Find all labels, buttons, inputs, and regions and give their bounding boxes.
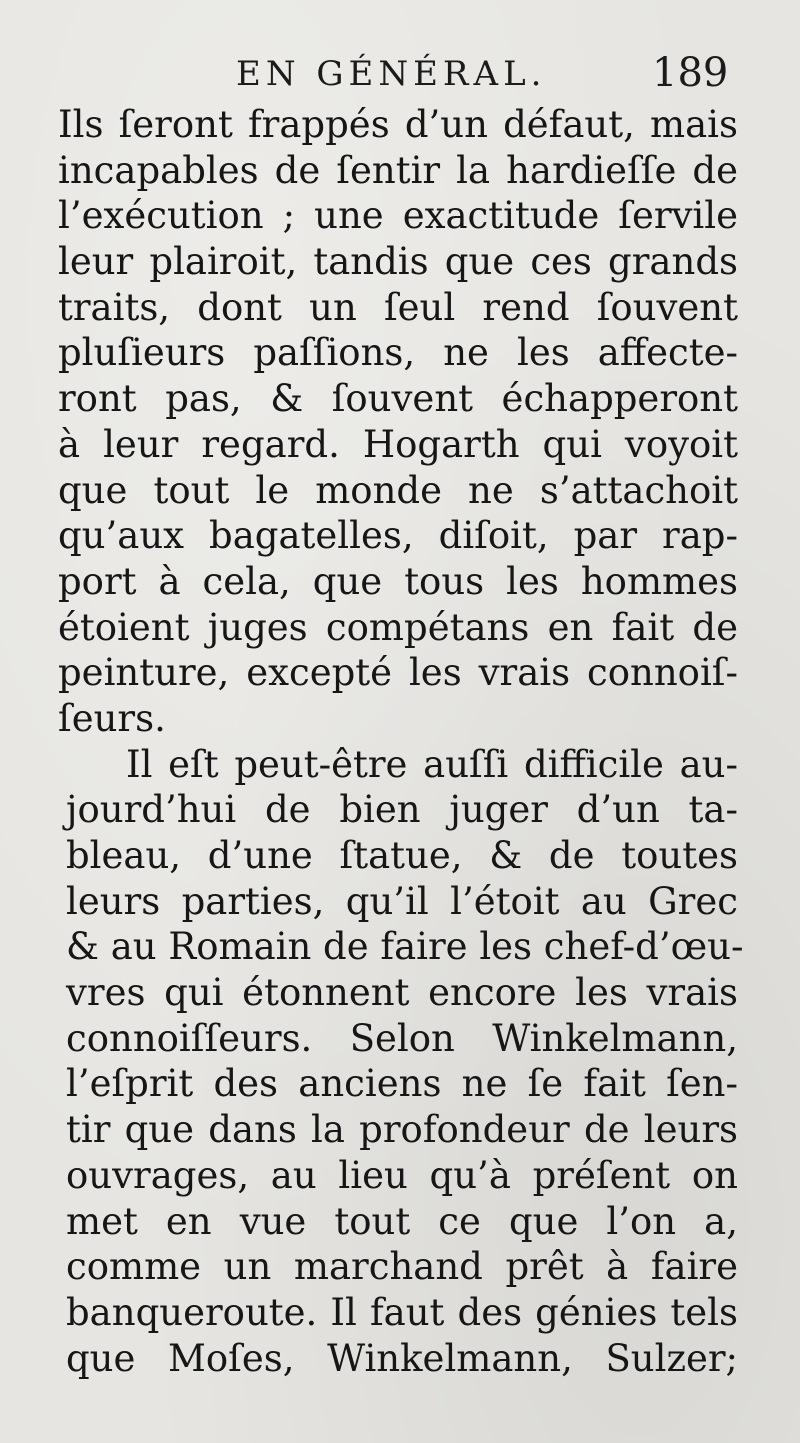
text-line: que Moſes, Winkelmann, Sulzer; [66, 1336, 738, 1380]
text-line: étoient juges compétans en fait de [58, 605, 738, 649]
page-header [0, 50, 800, 106]
text-line: vres qui étonnent encore les vrais [66, 971, 738, 1015]
text-line: port à cela, que tous les hommes [58, 559, 738, 603]
text-line: que tout le monde ne s’attachoit [58, 468, 738, 512]
text-line: comme un marchand prêt à faire [66, 1245, 738, 1289]
text-line: connoiſſeurs. Selon Winkelmann, [66, 1016, 738, 1060]
text-line: ront pas, & ſouvent échapperont [58, 377, 738, 421]
text-line: met en vue tout ce que l’on a, [66, 1199, 738, 1243]
paragraph-1 [58, 102, 738, 742]
text-line: & au Romain de faire les chef-d’œu- [66, 925, 744, 969]
text-line: Ils ſeront frappés d’un défaut, mais [58, 103, 738, 146]
paragraph-2 [58, 742, 744, 1382]
text-line: pluſieurs paſſions, ne les affecte- [58, 331, 738, 375]
text-line: l’eſprit des anciens ne ſe fait ſen- [66, 1062, 738, 1106]
text-line: à leur regard. Hogarth qui voyoit [58, 422, 738, 466]
text-line: qu’aux bagatelles, diſoit, par rap- [58, 514, 738, 558]
body-text [58, 102, 744, 1381]
text-line: banqueroute. Il faut des génies tels [66, 1290, 738, 1334]
text-line: ſeurs. [58, 696, 166, 740]
text-line: tir que dans la profondeur de leurs [66, 1108, 738, 1152]
text-line: leurs parties, qu’il l’étoit au Grec [66, 879, 738, 923]
running-head: EN GÉNÉRAL. [236, 54, 547, 94]
text-line: ouvrages, au lieu qu’à préſent on [66, 1153, 738, 1197]
text-line: leur plairoit, tandis que ces grands [58, 240, 738, 284]
text-line: peinture, excepté les vrais connoiſ- [58, 651, 738, 695]
page-number: 189 [652, 50, 729, 96]
text-line: incapables de ſentir la hardieſſe de [58, 148, 738, 192]
text-line: Il eſt peut-être auſſi difficile au- [126, 742, 738, 786]
text-line: traits, dont un ſeul rend ſouvent [58, 285, 738, 329]
text-line: bleau, d’une ſtatue, & de toutes [66, 834, 738, 877]
text-line: jourd’hui de bien juger d’un ta- [66, 788, 738, 832]
text-line: l’exécution ; une exactitude ſervile [58, 194, 738, 238]
